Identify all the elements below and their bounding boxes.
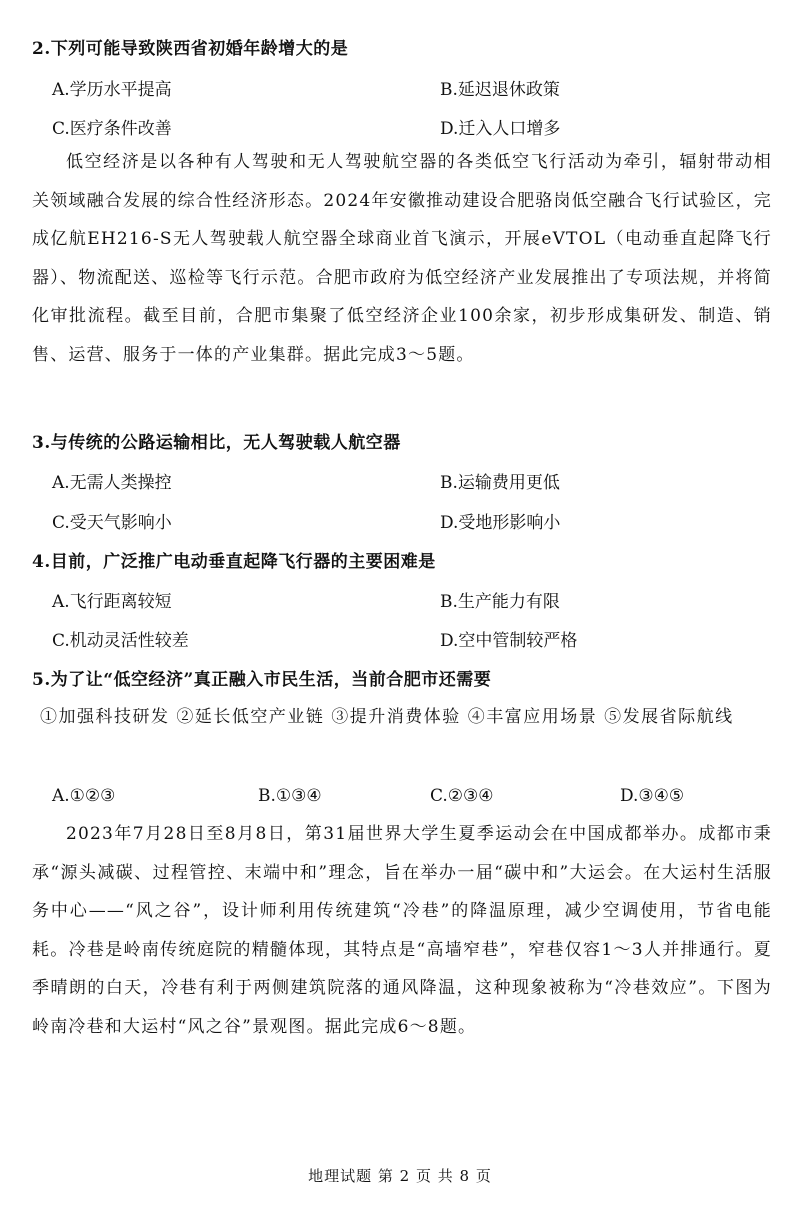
question-3-option-a: A.无需人类操控 [52, 473, 172, 493]
question-2-option-d: D.迁入人口增多 [440, 119, 561, 139]
passage-low-altitude-economy: 低空经济是以各种有人驾驶和无人驾驶航空器的各类低空飞行活动为牵引，辐射带动相关领域融合发展的综合性经济形态。2024年安徽推动建设合肥骆岗低空融合飞行试验区，完成亿航EH216-S无人驾驶载人航空器全球商业首飞演示，开展eVTOL（电动垂直起降飞行器）、物流配送、巡检等飞行示范。合肥市政府为低空经济产业发展推出了专项法规，并将简化审批流程。截至目前，合肥市集聚了低空经济企业100余家，初步形成集研发、制造、销售、运营、服务于一体的产业集群。据此完成3～5题。 [32, 152, 772, 365]
question-3-option-b: B.运输费用更低 [440, 473, 560, 493]
question-3-option-c: C.受天气影响小 [52, 513, 172, 533]
question-3-option-d: D.受地形影响小 [440, 513, 561, 533]
question-4-option-c: C.机动灵活性较差 [52, 631, 189, 651]
question-4-option-d: D.空中管制较严格 [440, 631, 578, 651]
question-4-stem: 4.目前，广泛推广电动垂直起降飞行器的主要困难是 [32, 552, 436, 572]
question-5-option-a: A.①②③ [52, 786, 116, 806]
page-footer: 地理试题 第 2 页 共 8 页 [308, 1167, 492, 1185]
question-2-stem: 2.下列可能导致陕西省初婚年龄增大的是 [32, 39, 349, 59]
question-5-option-d: D.③④⑤ [620, 786, 685, 806]
question-4-option-a: A.飞行距离较短 [52, 592, 172, 612]
question-2-option-a: A.学历水平提高 [52, 80, 172, 100]
passage-universiade-cold-lane: 2023年7月28日至8月8日，第31届世界大学生夏季运动会在中国成都举办。成都市秉承“源头减碳、过程管控、末端中和”理念，旨在举办一届“碳中和”大运会。在大运村生活服务中心——“风之谷”，设计师利用传统建筑“冷巷”的降温原理，减少空调使用，节省电能耗。冷巷是岭南传统庭院的精髓体现，其特点是“高墙窄巷”，窄巷仅容1～3人并排通行。夏季晴朗的白天，冷巷有利于两侧建筑院落的通风降温，这种现象被称为“冷巷效应”。下图为岭南冷巷和大运村“风之谷”景观图。据此完成6～8题。 [32, 824, 772, 1037]
question-5-option-c: C.②③④ [430, 786, 494, 806]
question-5-statements: ①加强科技研发 ②延长低空产业链 ③提升消费体验 ④丰富应用场景 ⑤发展省际航线 [40, 707, 734, 727]
question-5-stem: 5.为了让“低空经济”真正融入市民生活，当前合肥市还需要 [32, 670, 492, 690]
question-5-option-b: B.①③④ [258, 786, 322, 806]
question-3-stem: 3.与传统的公路运输相比，无人驾驶载人航空器 [32, 433, 401, 453]
question-4-option-b: B.生产能力有限 [440, 592, 560, 612]
question-2-option-b: B.延迟退休政策 [440, 80, 560, 100]
question-2-option-c: C.医疗条件改善 [52, 119, 172, 139]
